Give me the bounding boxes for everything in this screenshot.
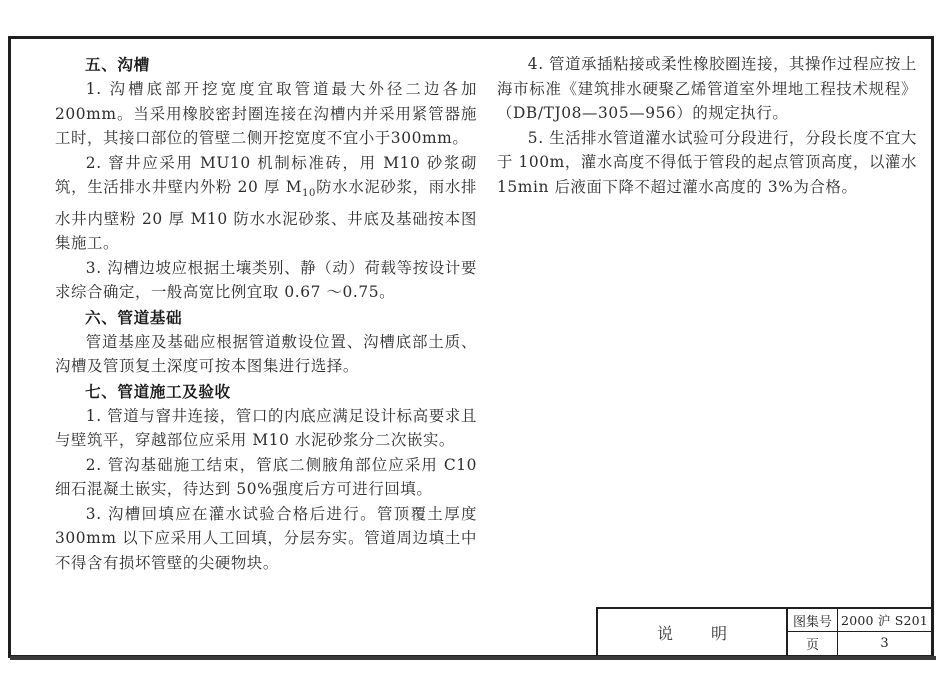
left-text-column — [55, 52, 477, 575]
manhole-text-part2: 防水水泥砂浆，雨水排水井内壁粉 20 厚 M10 防水水泥砂浆、井底及基础按本图集施工。 — [55, 178, 477, 253]
section-heading-pipe-foundation: 六、管道基础 — [85, 307, 183, 327]
right-text-column — [497, 52, 917, 199]
paragraph-trench-slope: 3. 沟槽边坡应根据土壤类别、静（动）荷载等按设计要求综合确定，一般高宽比例宜取 0.67 ～0.75。 — [55, 258, 477, 302]
page-number: 3 — [880, 636, 889, 651]
paragraph-manhole-masonry — [55, 151, 477, 256]
manhole-text-part1: 2. 窨井应采用 MU10 机制标准砖，用 M10 砂浆砌筑，生活排水井壁内外粉 20 厚 M — [55, 153, 477, 196]
m10-subscript: 10 — [302, 188, 317, 200]
paragraph-foundation-selection: 管道基座及基础应根据管道敷设位置、沟槽底部土质、沟槽及管顶复土深度可按本图集进行选择。 — [55, 332, 477, 376]
paragraph-manhole-connection: 1. 管道与窨井连接，管口的内底应满足设计标高要求且与壁筑平，穿越部位应采用 M10 水泥砂浆分二次嵌实。 — [55, 406, 477, 450]
paragraph-water-test: 5. 生活排水管道灌水试验可分段进行，分段长度不宜大于 100m，灌水高度不得低于管段的起点管顶高度，以灌水 15min 后液面下降不超过灌水高度的 3%为合格。 — [497, 128, 917, 196]
paragraph-trench-width: 1. 沟槽底部开挖宽度宜取管道最大外径二边各加200mm。当采用橡胶密封圈连接在沟槽内并采用紧管器施工时，其接口部位的管壁二侧开挖宽度不宜小于300mm。 — [55, 80, 477, 147]
section-heading-trench: 五、沟槽 — [85, 55, 150, 74]
section-heading-construction-acceptance: 七、管道施工及验收 — [85, 381, 231, 401]
frame-bottom-shadow — [10, 656, 936, 660]
paragraph-jointing-standard: 4. 管道承插粘接或柔性橡胶圈连接，其操作过程应按上海市标准《建筑排水硬聚乙烯管道室外埋地工程技术规程》（DB/TJ08—305—956）的规定执行。 — [497, 55, 917, 122]
page-label: 页 — [788, 632, 838, 655]
paragraph-haunch-fill: 2. 管沟基础施工结束，管底二侧腋角部位应采用 C10 细石混凝土嵌实，待达到 50%强度后方可进行回填。 — [55, 455, 477, 499]
atlas-number-label: 图集号 — [788, 609, 838, 632]
paragraph-backfill: 3. 沟槽回填应在灌水试验合格后进行。管顶覆土厚度 300mm 以下应采用人工回填，分层夯实。管道周边填土中不得含有损坏管壁的尖硬物块。 — [55, 504, 477, 572]
atlas-number-value: 2000 沪 S201 — [838, 609, 931, 632]
drawing-name: 说明 — [598, 609, 788, 655]
title-block — [596, 607, 931, 655]
